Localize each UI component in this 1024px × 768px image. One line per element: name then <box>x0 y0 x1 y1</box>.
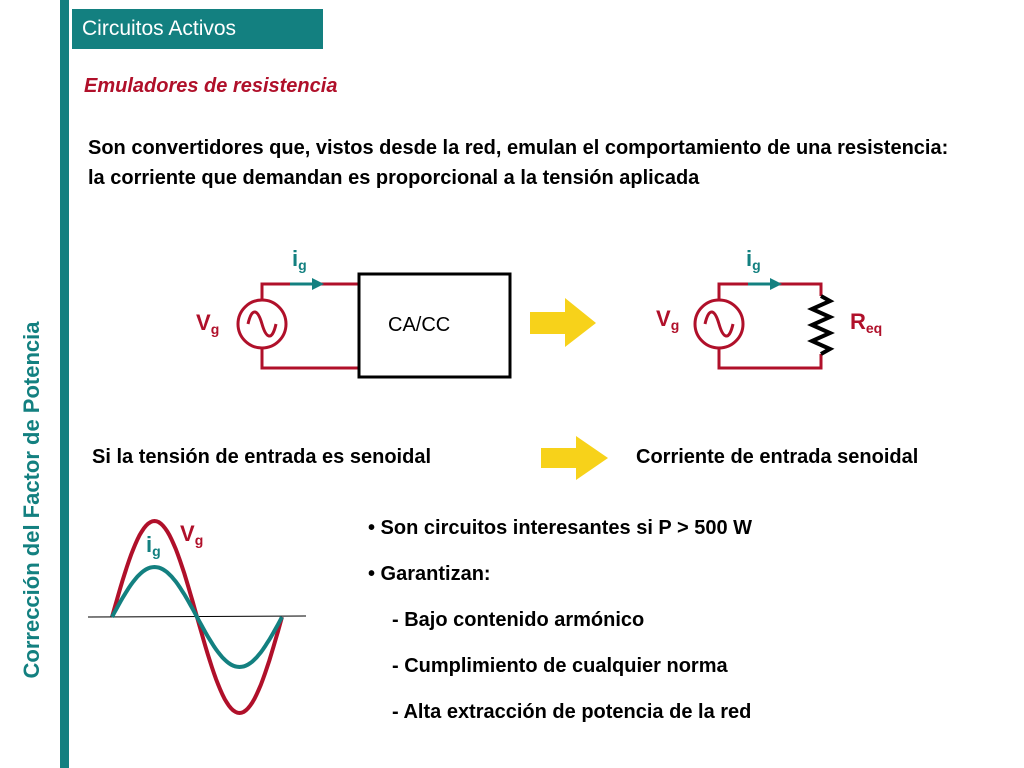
arrow-equivalence <box>530 298 596 347</box>
bullet-item: • Garantizan: <box>368 563 491 585</box>
waveform-voltage-label: $V_g$ <box>180 521 204 548</box>
circuit-2 <box>695 278 830 368</box>
bullet-subitem: - Alta extracción de potencia de la red <box>392 701 752 723</box>
arrow-implication <box>541 436 608 480</box>
waveform-current-label: $i_g$ <box>146 532 161 559</box>
subtitle: Emuladores de resistencia <box>84 75 338 97</box>
statement-left: Si la tensión de entrada es senoidal <box>92 446 431 468</box>
ca-cc-label: CA/CC <box>388 314 451 336</box>
circuit-1-current-label: $i_g$ <box>292 246 307 273</box>
circuit-2-current-label: $i_g$ <box>746 246 761 273</box>
statement-right: Corriente de entrada senoidal <box>636 446 919 468</box>
circuit-2-source-label: $V_g$ <box>656 306 680 333</box>
circuit-1 <box>238 274 510 377</box>
circuit-1-source-label: $V_g$ <box>196 310 220 337</box>
header-title: Circuitos Activos <box>72 9 323 49</box>
bullet-item: • Son circuitos interesantes si P > 500 W <box>368 517 753 539</box>
waveform-plot <box>88 521 306 713</box>
vertical-title: Corrección del Factor de Potencia <box>19 321 44 679</box>
bullet-list <box>368 513 752 743</box>
intro-text: Son convertidores que, vistos desde la red, emulan el comportamiento de una resistencia: la corriente que demandan es proporcional a la tensión aplicada <box>88 137 949 189</box>
bullet-subitem: - Bajo contenido armónico <box>392 609 645 631</box>
current-arrowhead-2 <box>770 278 782 290</box>
bullet-subitem: - Cumplimiento de cualquier norma <box>392 655 728 677</box>
resistor-label: $R_{eq}$ <box>850 309 883 336</box>
resistor-zigzag <box>812 296 830 354</box>
current-arrowhead-1 <box>312 278 324 290</box>
